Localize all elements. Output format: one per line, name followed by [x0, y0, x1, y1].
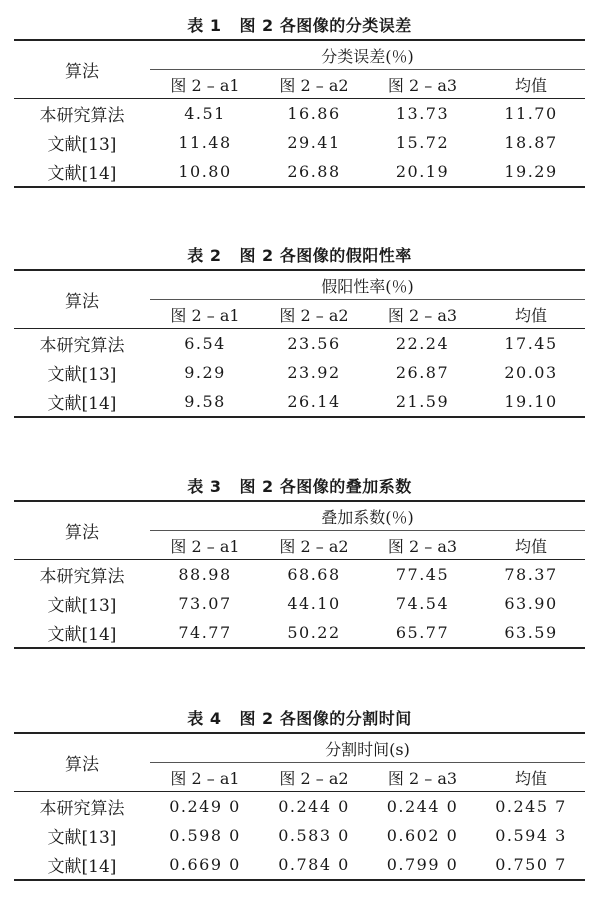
value-cell: 19.10 — [477, 387, 585, 417]
value-cell: 29.41 — [287, 133, 341, 152]
value-cell: 0.245 7 — [495, 797, 567, 816]
table-row — [14, 560, 585, 590]
value-cell: 0.244 0 — [278, 797, 350, 816]
column-header: 图 2 – a3 — [368, 70, 477, 99]
value-cell: 0.799 0 — [368, 850, 477, 880]
column-header: 图 2 – a1 — [150, 763, 260, 792]
value-cell: 6.54 — [184, 334, 226, 353]
value-cell: 23.92 — [287, 363, 341, 382]
value-cell: 9.58 — [150, 387, 260, 417]
column-header: 均值 — [477, 763, 585, 792]
value-cell: 20.03 — [504, 363, 558, 382]
value-cell: 0.784 0 — [260, 850, 368, 880]
table-title: 图 2 各图像的分类误差 — [239, 16, 412, 35]
value-cell: 13.73 — [395, 104, 450, 123]
method-column-header: 算法 — [14, 40, 150, 99]
value-cell: 0.669 0 — [150, 850, 260, 880]
value-cell: 19.29 — [477, 157, 585, 187]
method-name: 文献[13] — [47, 365, 117, 385]
table-number: 表 1 — [187, 16, 222, 35]
value-cell: 22.24 — [395, 334, 450, 353]
table-caption — [14, 706, 585, 732]
method-name: 文献[13] — [47, 596, 117, 616]
table-title: 图 2 各图像的假阳性率 — [239, 246, 412, 265]
value-cell: 11.70 — [504, 104, 558, 123]
method-name: 本研究算法 — [39, 567, 125, 587]
table-number: 表 3 — [187, 477, 222, 496]
method-name: 文献[13] — [47, 828, 117, 848]
value-cell: 78.37 — [504, 565, 558, 584]
table-title: 图 2 各图像的分割时间 — [239, 709, 412, 728]
value-cell: 23.56 — [287, 334, 341, 353]
value-cell: 18.87 — [504, 133, 558, 152]
method-name: 本研究算法 — [39, 336, 125, 356]
column-header: 图 2 – a1 — [150, 70, 260, 99]
method-column-header: 算法 — [14, 733, 150, 792]
value-cell: 74.77 — [150, 618, 260, 648]
data-table — [14, 39, 585, 188]
value-cell: 26.87 — [395, 363, 450, 382]
data-table — [14, 500, 585, 649]
value-cell: 20.19 — [368, 157, 477, 187]
table-row — [14, 329, 585, 359]
table-caption — [14, 243, 585, 269]
data-table — [14, 732, 585, 881]
value-cell: 0.594 3 — [495, 826, 567, 845]
method-column-header: 算法 — [14, 501, 150, 560]
value-cell: 0.598 0 — [169, 826, 241, 845]
table-row — [14, 792, 585, 822]
value-cell: 88.98 — [178, 565, 232, 584]
method-name: 本研究算法 — [39, 106, 125, 126]
table-1-block — [14, 13, 585, 188]
table-row — [14, 99, 585, 129]
value-cell: 26.88 — [260, 157, 368, 187]
table-row — [14, 387, 585, 417]
column-header: 图 2 – a1 — [150, 531, 260, 560]
column-header: 图 2 – a2 — [260, 763, 368, 792]
metric-group-header: 叠加系数(％) — [150, 501, 585, 531]
method-name: 文献[14] — [14, 618, 150, 648]
table-number: 表 2 — [187, 246, 222, 265]
value-cell: 74.54 — [395, 594, 450, 613]
value-cell: 17.45 — [504, 334, 558, 353]
table-title: 图 2 各图像的叠加系数 — [239, 477, 412, 496]
value-cell: 0.750 7 — [477, 850, 585, 880]
table-row — [14, 128, 585, 157]
table-row — [14, 589, 585, 618]
column-header: 图 2 – a2 — [260, 70, 368, 99]
value-cell: 77.45 — [395, 565, 450, 584]
metric-group-header: 分割时间(s) — [150, 733, 585, 763]
table-row — [14, 850, 585, 880]
column-header: 图 2 – a3 — [368, 300, 477, 329]
column-header: 图 2 – a3 — [368, 531, 477, 560]
value-cell: 0.244 0 — [386, 797, 459, 816]
table-row — [14, 618, 585, 648]
column-header: 图 2 – a2 — [260, 300, 368, 329]
method-name: 文献[14] — [14, 387, 150, 417]
value-cell: 9.29 — [184, 363, 226, 382]
value-cell: 50.22 — [260, 618, 368, 648]
column-header: 图 2 – a1 — [150, 300, 260, 329]
value-cell: 0.602 0 — [386, 826, 459, 845]
method-name: 本研究算法 — [39, 799, 125, 819]
table-row — [14, 358, 585, 387]
table-row — [14, 821, 585, 850]
method-name: 文献[14] — [14, 850, 150, 880]
metric-group-header: 假阳性率(％) — [150, 270, 585, 300]
column-header: 图 2 – a3 — [368, 763, 477, 792]
metric-group-header: 分类误差(％) — [150, 40, 585, 70]
value-cell: 0.249 0 — [169, 797, 241, 816]
column-header: 图 2 – a2 — [260, 531, 368, 560]
table-row — [14, 157, 585, 187]
method-name: 文献[14] — [14, 157, 150, 187]
value-cell: 15.72 — [395, 133, 450, 152]
table-number: 表 4 — [187, 709, 222, 728]
value-cell: 21.59 — [368, 387, 477, 417]
method-name: 文献[13] — [47, 135, 117, 155]
column-header: 均值 — [477, 70, 585, 99]
data-table — [14, 269, 585, 418]
value-cell: 0.583 0 — [278, 826, 350, 845]
value-cell: 16.86 — [287, 104, 341, 123]
value-cell: 4.51 — [184, 104, 226, 123]
value-cell: 63.59 — [477, 618, 585, 648]
value-cell: 44.10 — [287, 594, 341, 613]
table-3-block — [14, 474, 585, 649]
value-cell: 26.14 — [260, 387, 368, 417]
value-cell: 11.48 — [178, 133, 232, 152]
value-cell: 68.68 — [287, 565, 341, 584]
table-4-block — [14, 706, 585, 881]
value-cell: 63.90 — [504, 594, 558, 613]
method-column-header: 算法 — [14, 270, 150, 329]
value-cell: 65.77 — [368, 618, 477, 648]
table-caption — [14, 13, 585, 39]
table-2-block — [14, 243, 585, 418]
value-cell: 73.07 — [178, 594, 232, 613]
column-header: 均值 — [477, 531, 585, 560]
table-caption — [14, 474, 585, 500]
column-header: 均值 — [477, 300, 585, 329]
value-cell: 10.80 — [150, 157, 260, 187]
